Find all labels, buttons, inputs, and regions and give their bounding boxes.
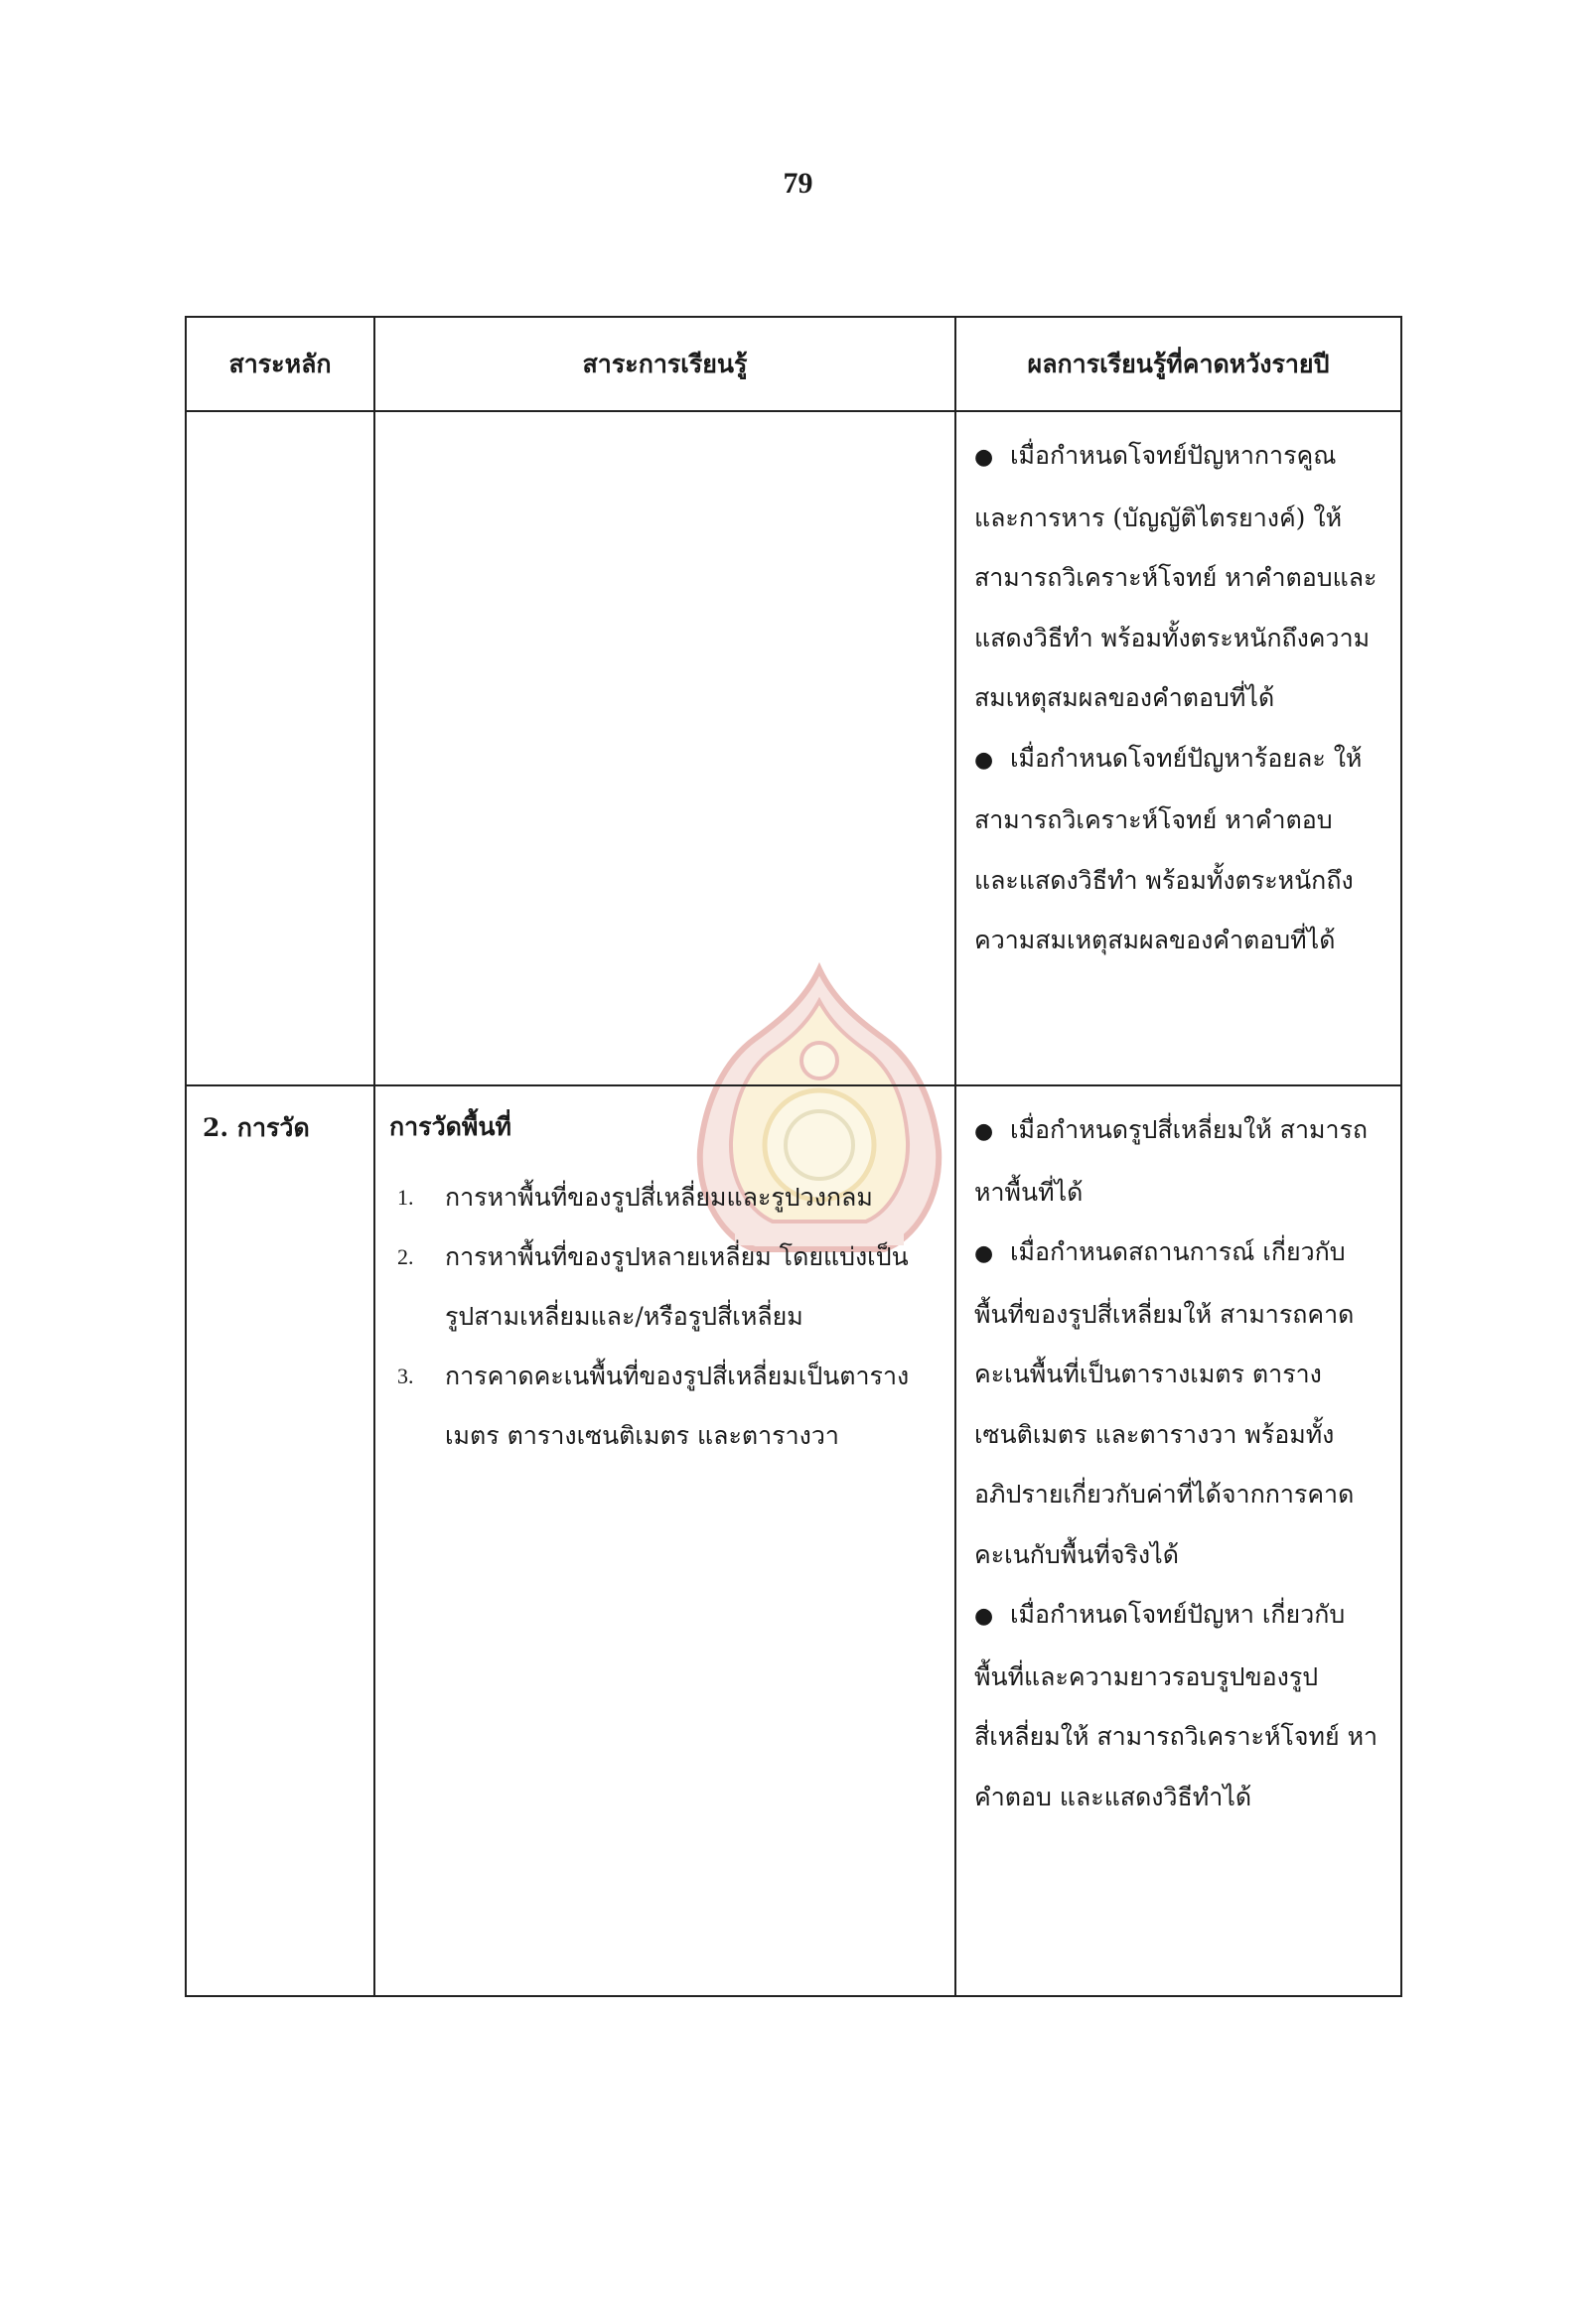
header-core-standard: สาระหลัก [186,317,374,411]
outcomes-cell [955,1085,1401,1996]
core-standard-label [187,412,373,434]
list-item-number: 3. [397,1364,414,1388]
outcome-item [974,426,1380,729]
bullet-icon: ● [974,1241,994,1266]
bullet-icon: ● [974,1119,994,1144]
header-learning-content: สาระการเรียนรู้ [374,317,955,411]
table-row [186,1085,1401,1996]
topic-heading: การวัดพื้นที่ [389,1112,511,1141]
core-standard-label: 2. การวัด [203,1113,310,1142]
curriculum-table [185,316,1402,1997]
core-standard-cell [186,1085,374,1996]
list-item [389,1168,935,1227]
list-item-number: 2. [397,1244,414,1269]
bullet-icon: ● [974,747,994,773]
outcome-text: เมื่อกำหนดโจทย์ปัญหาร้อยละ ให้ สามารถวิเคราะห์โจทย์ หาคำตอบ และแสดงวิธีทำ พร้อมทั้งตระหนักถึงความสมเหตุสมผลของคำตอบที่ได้ [974,743,1363,954]
list-item-text: การคาดคะเนพื้นที่ของรูปสี่เหลี่ยมเป็นตารางเมตร ตารางเซนติเมตร และตารางวา [445,1362,910,1450]
list-item-text: การหาพื้นที่ของรูปหลายเหลี่ยม โดยแบ่งเป็นรูปสามเหลี่ยมและ/หรือรูปสี่เหลี่ยม [445,1242,909,1331]
outcome-item [974,729,1380,971]
outcome-item [974,1585,1380,1827]
list-item-text: การหาพื้นที่ของรูปสี่เหลี่ยมและรูปวงกลม [445,1183,873,1212]
outcome-text: เมื่อกำหนดสถานการณ์ เกี่ยวกับพื้นที่ของรูปสี่เหลี่ยมให้ สามารถคาดคะเนพื้นที่เป็นตารางเมตร ตารางเซนติเมตร และตารางวา พร้อมทั้งอภิปรายเกี่ยวกับค่าที่ได้จากการคาดคะเนกับพื้นที่จริงได้ [974,1237,1355,1569]
outcome-item [974,1100,1380,1223]
core-standard-cell [186,411,374,1085]
outcomes-cell [955,411,1401,1085]
table-header-row [186,317,1401,411]
page-number: 79 [783,167,813,200]
bullet-icon: ● [974,445,994,470]
list-item [389,1227,935,1347]
outcome-text: เมื่อกำหนดโจทย์ปัญหาการคูณและการหาร (บัญญัติไตรยางค์) ให้ สามารถวิเคราะห์โจทย์ หาคำตอบและแสดงวิธีทำ พร้อมทั้งตระหนักถึงความสมเหตุสมผลของคำตอบที่ได้ [974,441,1378,712]
list-item-number: 1. [397,1185,414,1210]
outcome-text: เมื่อกำหนดโจทย์ปัญหา เกี่ยวกับพื้นที่และความยาวรอบรูปของรูปสี่เหลี่ยมให้ สามารถวิเคราะห์โจทย์ หาคำตอบ และแสดงวิธีทำได้ [974,1600,1378,1811]
learning-content-cell [374,411,955,1085]
table-row [186,411,1401,1085]
header-expected-outcomes: ผลการเรียนรู้ที่คาดหวังรายปี [955,317,1401,411]
list-item [389,1347,935,1466]
learning-content-cell [374,1085,955,1996]
outcome-item [974,1223,1380,1585]
content-list [389,1168,935,1466]
outcome-text: เมื่อกำหนดรูปสี่เหลี่ยมให้ สามารถหาพื้นที่ได้ [974,1115,1369,1207]
bullet-icon: ● [974,1604,994,1629]
